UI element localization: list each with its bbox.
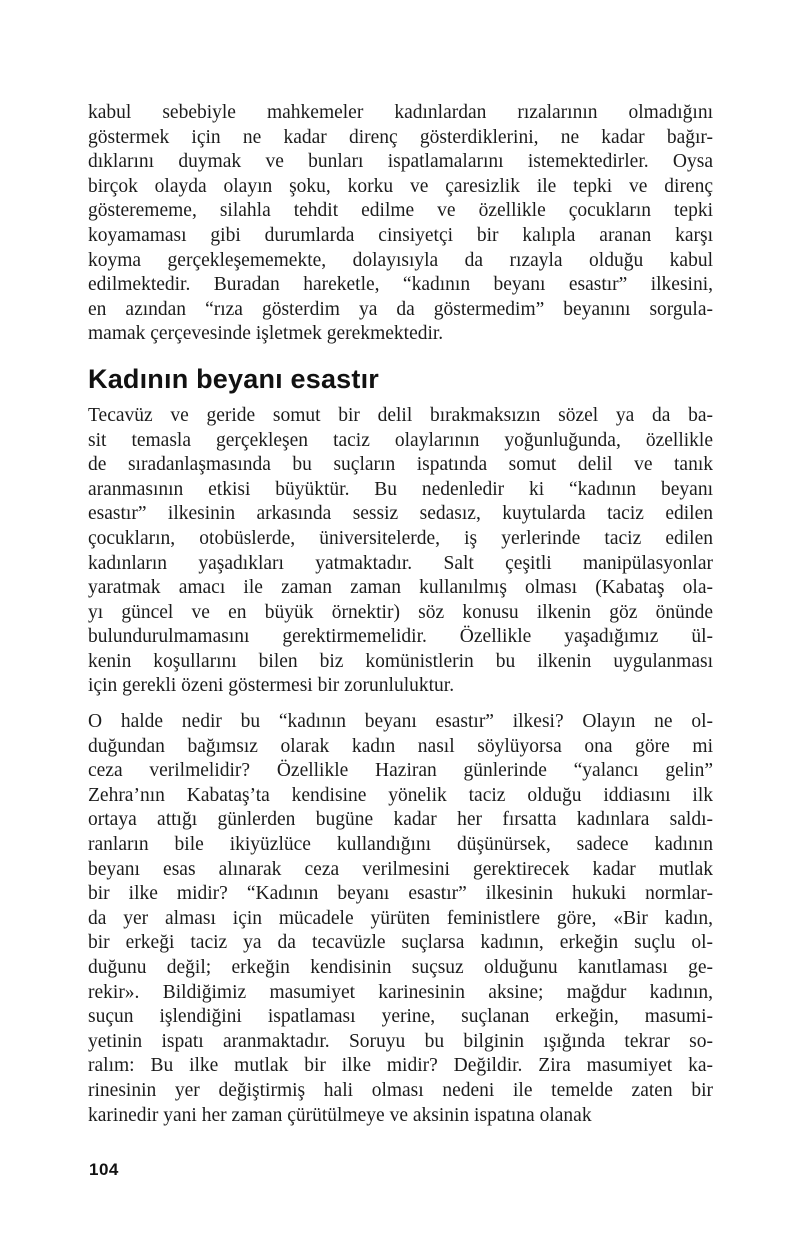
text-line: bulundurulmamasını gerektirmemelidir. Özellikle yaşadığımız ül- [88, 626, 713, 648]
text-line: birçok olayda olayın şoku, korku ve çaresizlik ile tepki ve direnç [88, 175, 713, 197]
text-line: gösterememe, silahla tehdit edilme ve özellikle çocukların tepki [88, 200, 713, 222]
text-line: için gerekli özeni göstermesi bir zorunluluktur. [88, 675, 455, 697]
text-line: suçun işlendiğini ispatlaması yerine, suçlanan erkeğin, masumi- [88, 1006, 713, 1028]
text-line: ortaya attığı günlerden bugüne kadar her fırsatta kadınlara saldı- [88, 809, 713, 831]
text-line: yetinin ispatı aranmaktadır. Soruyu bu bilginin ışığında tekrar so- [88, 1030, 713, 1052]
text-line: dıklarını duymak ve bunları ispatlamalarını istemektedirler. Oysa [88, 151, 713, 173]
text-line: karinedir yani her zaman çürütülmeye ve aksinin ispatına olanak [88, 1104, 592, 1126]
text-line: Zehra’nın Kabataş’ta kendisine yönelik taciz olduğu iddiasını ilk [88, 784, 713, 806]
text-line: rekir». Bildiğimiz masumiyet karinesinin aksine; mağdur kadının, [88, 981, 713, 1003]
text-line: çocukların, otobüslerde, üniversitelerde, iş yerlerinde taciz edilen [88, 527, 713, 549]
paragraph-intro [88, 101, 713, 347]
text-line: beyanı esas alınarak ceza verilmesini gerektirecek kadar mutlak [88, 858, 713, 880]
text-line: edilmektedir. Buradan hareketle, “kadının beyanı esastır” ilkesini, [88, 274, 713, 296]
text-line: sit temasla gerçekleşen taciz olaylarının yoğunluğunda, özellikle [88, 429, 713, 451]
text-line: koyamaması gibi durumlarda cinsiyetçi bir kalıpla aranan karşı [88, 224, 713, 246]
text-line: duğunu değil; erkeğin kendisinin suçsuz olduğunu kanıtlaması ge- [88, 957, 713, 978]
text-line: ralım: Bu ilke mutlak bir ilke midir? Değildir. Zira masumiyet ka- [88, 1055, 713, 1077]
text-line: aranmasının etkisi büyüktür. Bu nedenledir ki “kadının beyanı [88, 478, 713, 500]
text-line: göstermek için ne kadar direnç gösterdiklerini, ne kadar bağır- [88, 126, 713, 148]
text-line: bir erkeği taciz ya da tecavüzle suçlarsa kadının, erkeğin suçlu ol- [88, 932, 713, 954]
text-line: koyma gerçekleşememekte, dolayısıyla da rızayla olduğu kabul [88, 249, 713, 271]
text-line: ranların bile ikiyüzlüce kullandığını düşünürsek, sadece kadının [88, 834, 713, 856]
paragraph-body-1 [88, 404, 713, 699]
text-line: yı güncel ve en büyük örnektir) söz konusu ilkenin göz önünde [88, 601, 713, 623]
text-line: kabul sebebiyle mahkemeler kadınlardan rızalarının olmadığını [88, 102, 713, 123]
text-line: kenin koşullarını bilen biz komünistlerin bu ilkenin uygulanması [88, 650, 713, 672]
text-line: de sıradanlaşmasında bu suçların ispatında somut delil ve tanık [88, 454, 713, 476]
text-line: bir ilke midir? “Kadının beyanı esastır” ilkesinin hukuki normlar- [88, 883, 713, 905]
text-block [88, 101, 713, 1128]
text-line: yaratmak amacı ile zaman zaman kullanılmış olması (Kabataş ola- [88, 577, 713, 599]
paragraph-body-2 [88, 710, 713, 1128]
page-number: 104 [89, 1160, 119, 1179]
text-line: O halde nedir bu “kadının beyanı esastır” ilkesi? Olayın ne ol- [88, 711, 713, 733]
text-line: duğundan bağımsız olarak kadın nasıl söylüyorsa ona göre mi [88, 735, 713, 757]
text-line: Tecavüz ve geride somut bir delil bırakmaksızın sözel ya da ba- [88, 404, 713, 426]
text-line: en azından “rıza gösterdim ya da göstermedim” beyanını sorgula- [88, 298, 713, 320]
text-line: esastır” ilkesinin arkasında sessiz sedasız, kuytularda taciz edilen [88, 503, 713, 525]
text-line: kadınların yaşadıkları yatmaktadır. Salt çeşitli manipülasyonlar [88, 552, 713, 574]
text-line: ceza verilmelidir? Özellikle Haziran günlerinde “yalancı gelin” [88, 760, 713, 782]
text-line: rinesinin yer değiştirmiş hali olması nedeni ile temelde zaten bir [88, 1079, 713, 1101]
section-heading: Kadının beyanı esastır [88, 363, 379, 394]
text-line: da yer alması için mücadele yürüten feministlere göre, «Bir kadın, [88, 907, 713, 929]
text-line: mamak çerçevesinde işletmek gerekmektedir. [88, 323, 444, 345]
